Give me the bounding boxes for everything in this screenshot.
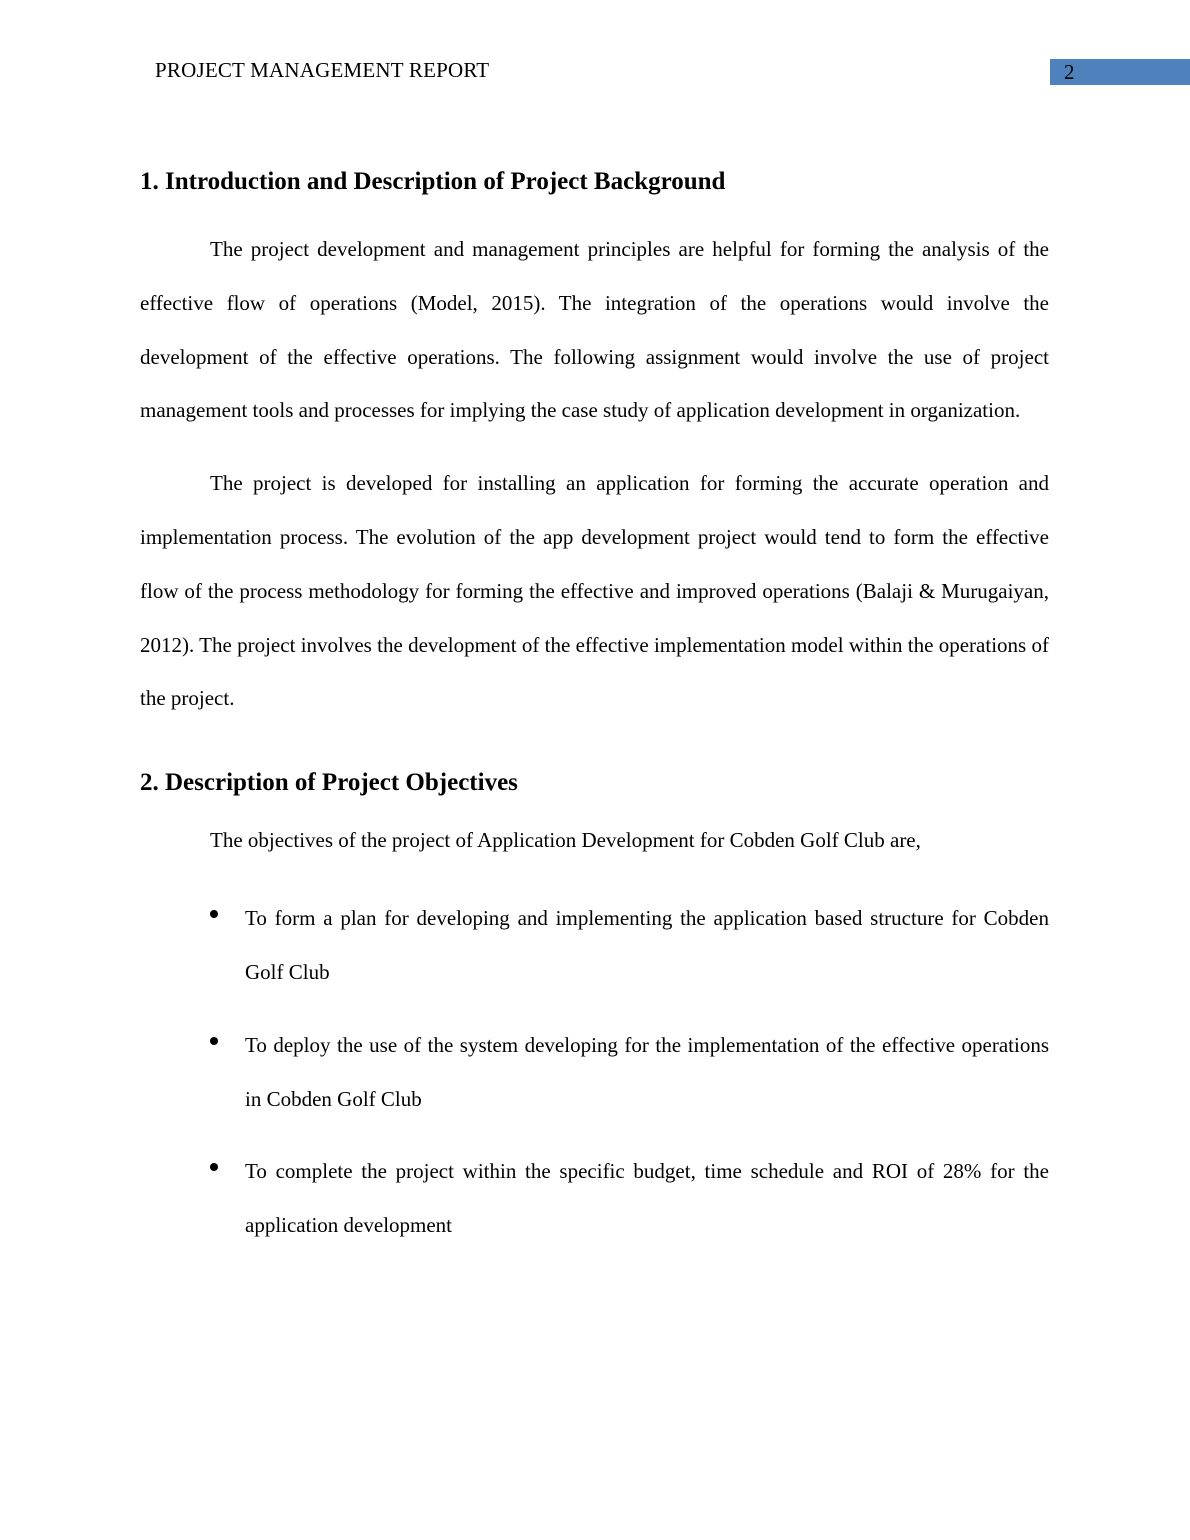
body-paragraph: The project is developed for installing an application for forming the accurate operation and implementation process. The evolution of the app development project would tend to form the effective flow of the process methodology for forming the effective and improved operations (Balaji & Murugaiyan, 2012). The project involves the development of the effective implementation model within the operations of the project. bbox=[140, 471, 1049, 711]
body-paragraph: The project development and management principles are helpful for forming the analysis of the effective flow of operations (Model, 2015). The integration of the operations would involve the development of the effective operations. The following assignment would involve the use of project management tools and processes for implying the case study of application development in organization. bbox=[140, 237, 1049, 423]
objective-text: To deploy the use of the system developing for the implementation of the effective operations in Cobden Golf Club bbox=[245, 1032, 1049, 1111]
bullet-icon bbox=[210, 910, 218, 918]
list-item bbox=[140, 892, 1049, 1000]
section-heading-objectives: 2. Description of Project Objectives bbox=[140, 769, 518, 797]
objectives-intro: The objectives of the project of Application Development for Cobden Golf Club are, bbox=[210, 828, 921, 853]
list-item bbox=[140, 1019, 1049, 1127]
page-number: 2 bbox=[1064, 60, 1075, 84]
bullet-icon bbox=[210, 1163, 218, 1171]
objectives-list bbox=[140, 892, 1049, 1253]
objective-text: To complete the project within the specific budget, time schedule and ROI of 28% for the application development bbox=[245, 1159, 1049, 1238]
list-item bbox=[140, 1145, 1049, 1253]
section-heading-introduction: 1. Introduction and Description of Project Background bbox=[140, 168, 726, 195]
document-body bbox=[140, 162, 1049, 1272]
running-head: PROJECT MANAGEMENT REPORT bbox=[155, 58, 490, 82]
page-number-bar bbox=[1050, 59, 1190, 85]
objective-text: To form a plan for developing and implementing the application based structure for Cobden Golf Club bbox=[245, 906, 1049, 984]
bullet-icon bbox=[210, 1037, 218, 1045]
